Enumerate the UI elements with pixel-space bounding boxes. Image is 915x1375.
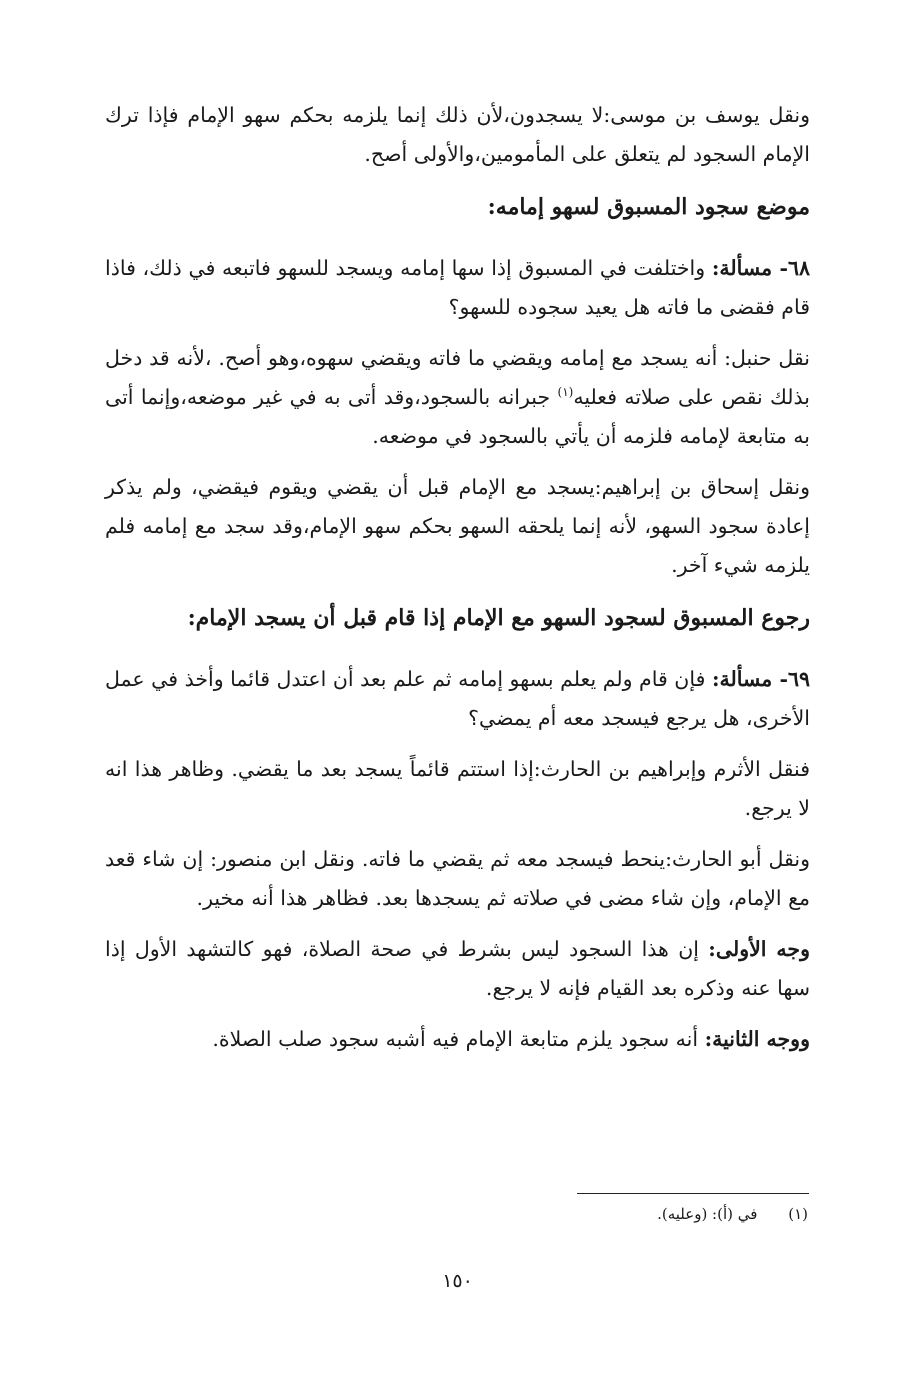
- page-number: ١٥٠: [442, 1270, 473, 1292]
- second-view-label: ووجه الثانية:: [704, 1027, 810, 1051]
- first-view-text: إن هذا السجود ليس بشرط في صحة الصلاة، فهو كالتشهد الأول إذا سها عنه وذكره بعد القيام فإنه لا يرجع.: [105, 937, 810, 1000]
- paragraph-masala-69: [105, 660, 810, 738]
- footnote-text: في (أ): (وعليه).: [657, 1205, 758, 1223]
- second-view-text: أنه سجود يلزم متابعة الإمام فيه أشبه سجود صلب الصلاة.: [212, 1027, 699, 1051]
- footnote-reference: (١): [557, 385, 574, 400]
- masala-69-label: ٦٩- مسألة:: [711, 667, 810, 691]
- section-heading-rujoo: رجوع المسبوق لسجود السهو مع الإمام إذا قام قبل أن يسجد الإمام:: [187, 605, 810, 631]
- paragraph-first-view: [105, 930, 810, 1008]
- first-view-label: وجه الأولى:: [708, 937, 810, 961]
- paragraph-ishaq: ونقل إسحاق بن إبراهيم:يسجد مع الإمام قبل أن يقضي ويقوم فيقضي، ولم يذكر إعادة سجود السهو، لأنه إنما يلحقه السهو بحكم سهو الإمام،وقد سجد مع إمامه فلم يلزمه شيء آخر.: [105, 475, 810, 577]
- masala-68-label: ٦٨- مسألة:: [711, 256, 810, 280]
- footnote-divider: [577, 1193, 809, 1194]
- page-body: [105, 96, 810, 1071]
- hanbal-text-b: جبرانه بالسجود،وقد أتى به في غير موضعه،وإنما أتى به متابعة لإمامه فلزمه أن يأتي بالسجود في موضعه.: [105, 385, 810, 448]
- masala-69-text: فإن قام ولم يعلم بسهو إمامه ثم علم بعد أن اعتدل قائما وأخذ في عمل الأخرى، هل يرجع فيسجد معه أم يمضي؟: [105, 667, 810, 730]
- masala-68-text: واختلفت في المسبوق إذا سها إمامه ويسجد للسهو فاتبعه في ذلك، فاذا قام فقضى ما فاته هل يعيد سجوده للسهو؟: [105, 256, 810, 319]
- paragraph-second-view: [105, 1020, 810, 1059]
- paragraph-yusuf: ونقل يوسف بن موسى:لا يسجدون،لأن ذلك إنما يلزمه بحكم سهو الإمام فإذا ترك الإمام السجود لم يتعلق على المأمومين،والأولى أصح.: [105, 103, 810, 166]
- paragraph-masala-68: [105, 249, 810, 327]
- footnote-number: (١): [788, 1205, 808, 1223]
- section-heading-masbuq-sujud: موضع سجود المسبوق لسهو إمامه:: [487, 194, 810, 220]
- footnote: [300, 1205, 808, 1223]
- paragraph-abu-harith: ونقل أبو الحارث:ينحط فيسجد معه ثم يقضي ما فاته. ونقل ابن منصور: إن شاء قعد مع الإمام، وإن شاء مضى في صلاته ثم يسجدها بعد. فظاهر هذا أنه مخير.: [105, 847, 810, 910]
- paragraph-athram: فنقل الأثرم وإبراهيم بن الحارث:إذا استتم قائماً يسجد بعد ما يقضي. وظاهر هذا انه لا يرجع.: [105, 757, 810, 820]
- hanbal-text-a: نقل حنبل: أنه يسجد مع إمامه ويقضي ما فاته ويقضي سهوه،وهو أصح. ،لأنه قد دخل بذلك نقص على صلاته فعليه: [105, 346, 810, 409]
- paragraph-hanbal: [105, 339, 810, 456]
